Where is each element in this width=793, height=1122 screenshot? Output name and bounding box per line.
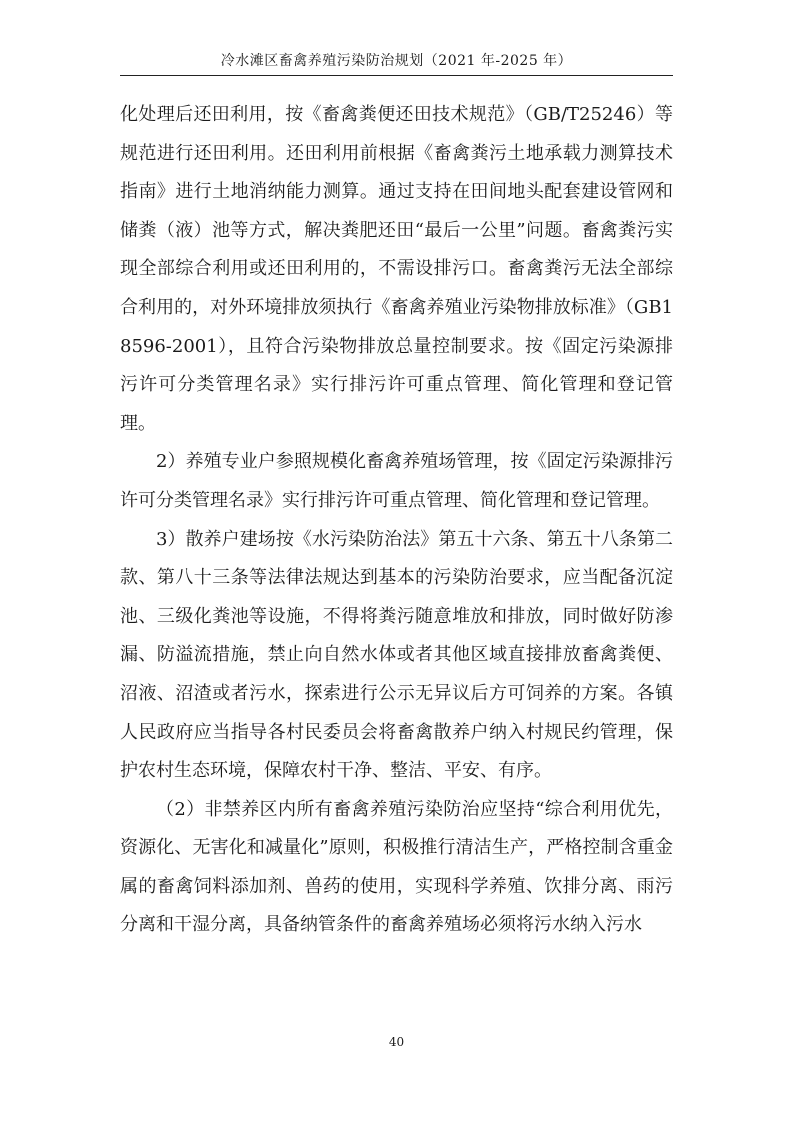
page-number: 40 [388, 1035, 405, 1049]
paragraph-item-3: 3）散养户建场按《水污染防治法》第五十六条、第五十八条第二款、第八十三条等法律法规达到基本的污染防治要求，应当配备沉淀池、三级化粪池等设施，不得将粪污随意堆放和排放，同时做好防渗漏、防溢流措施，禁止向自然水体或者其他区域直接排放畜禽粪便、沼液、沼渣或者污水，探索进行公示无异议后方可饲养的方案。各镇人民政府应当指导各村民委员会将畜禽散养户纳入村规民约管理，保护农村生态环境，保障农村干净、整洁、平安、有序。 [120, 528, 673, 782]
paragraph-item-2: 2）养殖专业户参照规模化畜禽养殖场管理，按《固定污染源排污许可分类管理名录》实行排污许可重点管理、简化管理和登记管理。 [120, 451, 673, 511]
paragraph-continued: 化处理后还田利用，按《畜禽粪便还田技术规范》（GB/T25246）等规范进行还田利用。还田利用前根据《畜禽粪污土地承载力测算技术指南》进行土地消纳能力测算。通过支持在田间地头配套建设管网和储粪（液）池等方式，解决粪肥还田“最后一公里”问题。畜禽粪污实现全部综合利用或还田利用的，不需设排污口。畜禽粪污无法全部综合利用的，对外环境排放须执行《畜禽养殖业污染物排放标准》（GB18596-2001），且符合污染物排放总量控制要求。按《固定污染源排污许可分类管理名录》实行排污许可重点管理、简化管理和登记管理。 [120, 104, 673, 434]
header-divider [120, 75, 673, 76]
paragraph-section-2: （2）非禁养区内所有畜禽养殖污染防治应坚持“综合利用优先，资源化、无害化和减量化”原则，积极推行清洁生产，严格控制含重金属的畜禽饲料添加剂、兽药的使用，实现科学养殖、饮排分离、雨污分离和干湿分离，具备纳管条件的畜禽养殖场必须将污水纳入污水 [120, 798, 673, 936]
document-body [120, 96, 673, 945]
running-header: 冷水滩区畜禽养殖污染防治规划（2021 年-2025 年） [220, 53, 573, 69]
